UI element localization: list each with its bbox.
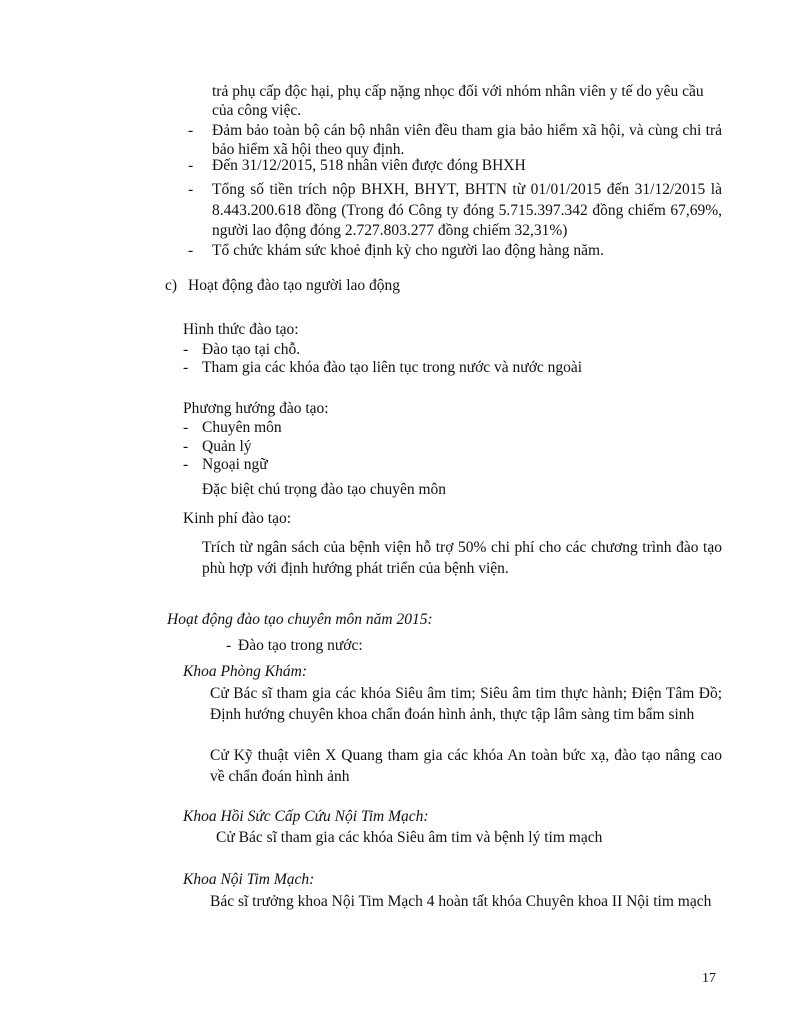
training-forms-title: Hình thức đào tạo: <box>183 321 299 338</box>
section-heading: Hoạt động đào tạo người lao động <box>188 277 401 294</box>
icu-department-title: Khoa Hồi Sức Cấp Cứu Nội Tim Mạch: <box>183 808 429 825</box>
training-form-onsite: Đào tạo tại chỗ. <box>202 341 301 358</box>
benefit-item-insurance: Đảm bảo toàn bộ cán bộ nhân viên đều tham gia bảo hiểm xã hội, và cùng chi trả bảo hiểm xã hội theo quy định. <box>212 122 722 158</box>
bullet-dash: - <box>183 341 189 358</box>
bullet-dash: - <box>183 359 189 376</box>
icu-training-text: Cử Bác sĩ tham gia các khóa Siêu âm tim và bệnh lý tim mạch <box>216 829 603 846</box>
funding-title: Kinh phí đào tạo: <box>183 510 292 527</box>
clinic-department-title: Khoa Phòng Khám: <box>183 663 307 680</box>
direction-item-languages: Ngoại ngữ <box>202 456 268 473</box>
direction-item-management: Quản lý <box>202 438 252 455</box>
clinic-doctors-training: Cử Bác sĩ tham gia các khóa Siêu âm tim; Siêu âm tim thực hành; Điện Tâm Đồ; Định hướng chuyên khoa chẩn đoán hình ảnh, thực tập lâm sàng tim bẩm sinh <box>210 685 722 723</box>
domestic-training-label: Đào tạo trong nước: <box>238 637 363 654</box>
benefit-item-health-check: Tổ chức khám sức khoẻ định kỳ cho người lao động hàng năm. <box>212 242 604 259</box>
benefit-item-contributions: Tổng số tiền trích nộp BHXH, BHYT, BHTN từ 01/01/2015 đến 31/12/2015 là 8.443.200.618 đồng (Trong đó Công ty đóng 5.715.397.342 đồng chiếm 67,69%, người lao động đóng 2.727.803.277 đồng chiếm 32,31%) <box>212 181 722 239</box>
bullet-dash: - <box>183 419 189 436</box>
professional-training-heading: Hoạt động đào tạo chuyên môn năm 2015: <box>167 611 433 628</box>
direction-item-professional: Chuyên môn <box>202 419 282 436</box>
bullet-dash: - <box>183 438 189 455</box>
bullet-dash: - <box>226 637 232 654</box>
funding-text: Trích từ ngân sách của bệnh viện hỗ trợ 50% chi phí cho các chương trình đào tạo phù hợp với định hướng phát triển của bệnh viện. <box>202 539 722 577</box>
benefits-continuation-line2: của công việc. <box>212 102 302 119</box>
clinic-xray-training: Cử Kỹ thuật viên X Quang tham gia các khóa An toàn bức xạ, đào tạo nâng cao về chẩn đoán hình ảnh <box>210 747 722 785</box>
section-label: c) <box>165 277 178 294</box>
training-direction-title: Phương hướng đào tạo: <box>183 400 329 417</box>
cardiology-training-text: Bác sĩ trưởng khoa Nội Tim Mạch 4 hoàn tất khóa Chuyên khoa II Nội tim mạch <box>210 893 712 910</box>
bullet-dash: - <box>183 456 189 473</box>
cardiology-department-title: Khoa Nội Tim Mạch: <box>183 871 315 888</box>
bullet-dash: - <box>188 242 194 259</box>
bullet-dash: - <box>188 157 194 174</box>
page-number: 17 <box>702 971 716 986</box>
bullet-dash: - <box>188 122 194 139</box>
benefit-item-employees: Đến 31/12/2015, 518 nhân viên được đóng BHXH <box>212 157 526 174</box>
training-form-courses: Tham gia các khóa đào tạo liên tục trong nước và nước ngoài <box>202 359 583 376</box>
direction-note: Đặc biệt chú trọng đào tạo chuyên môn <box>202 481 447 498</box>
bullet-dash: - <box>188 181 194 198</box>
benefits-continuation-line1: trả phụ cấp độc hại, phụ cấp nặng nhọc đối với nhóm nhân viên y tế do yêu cầu <box>212 83 704 100</box>
